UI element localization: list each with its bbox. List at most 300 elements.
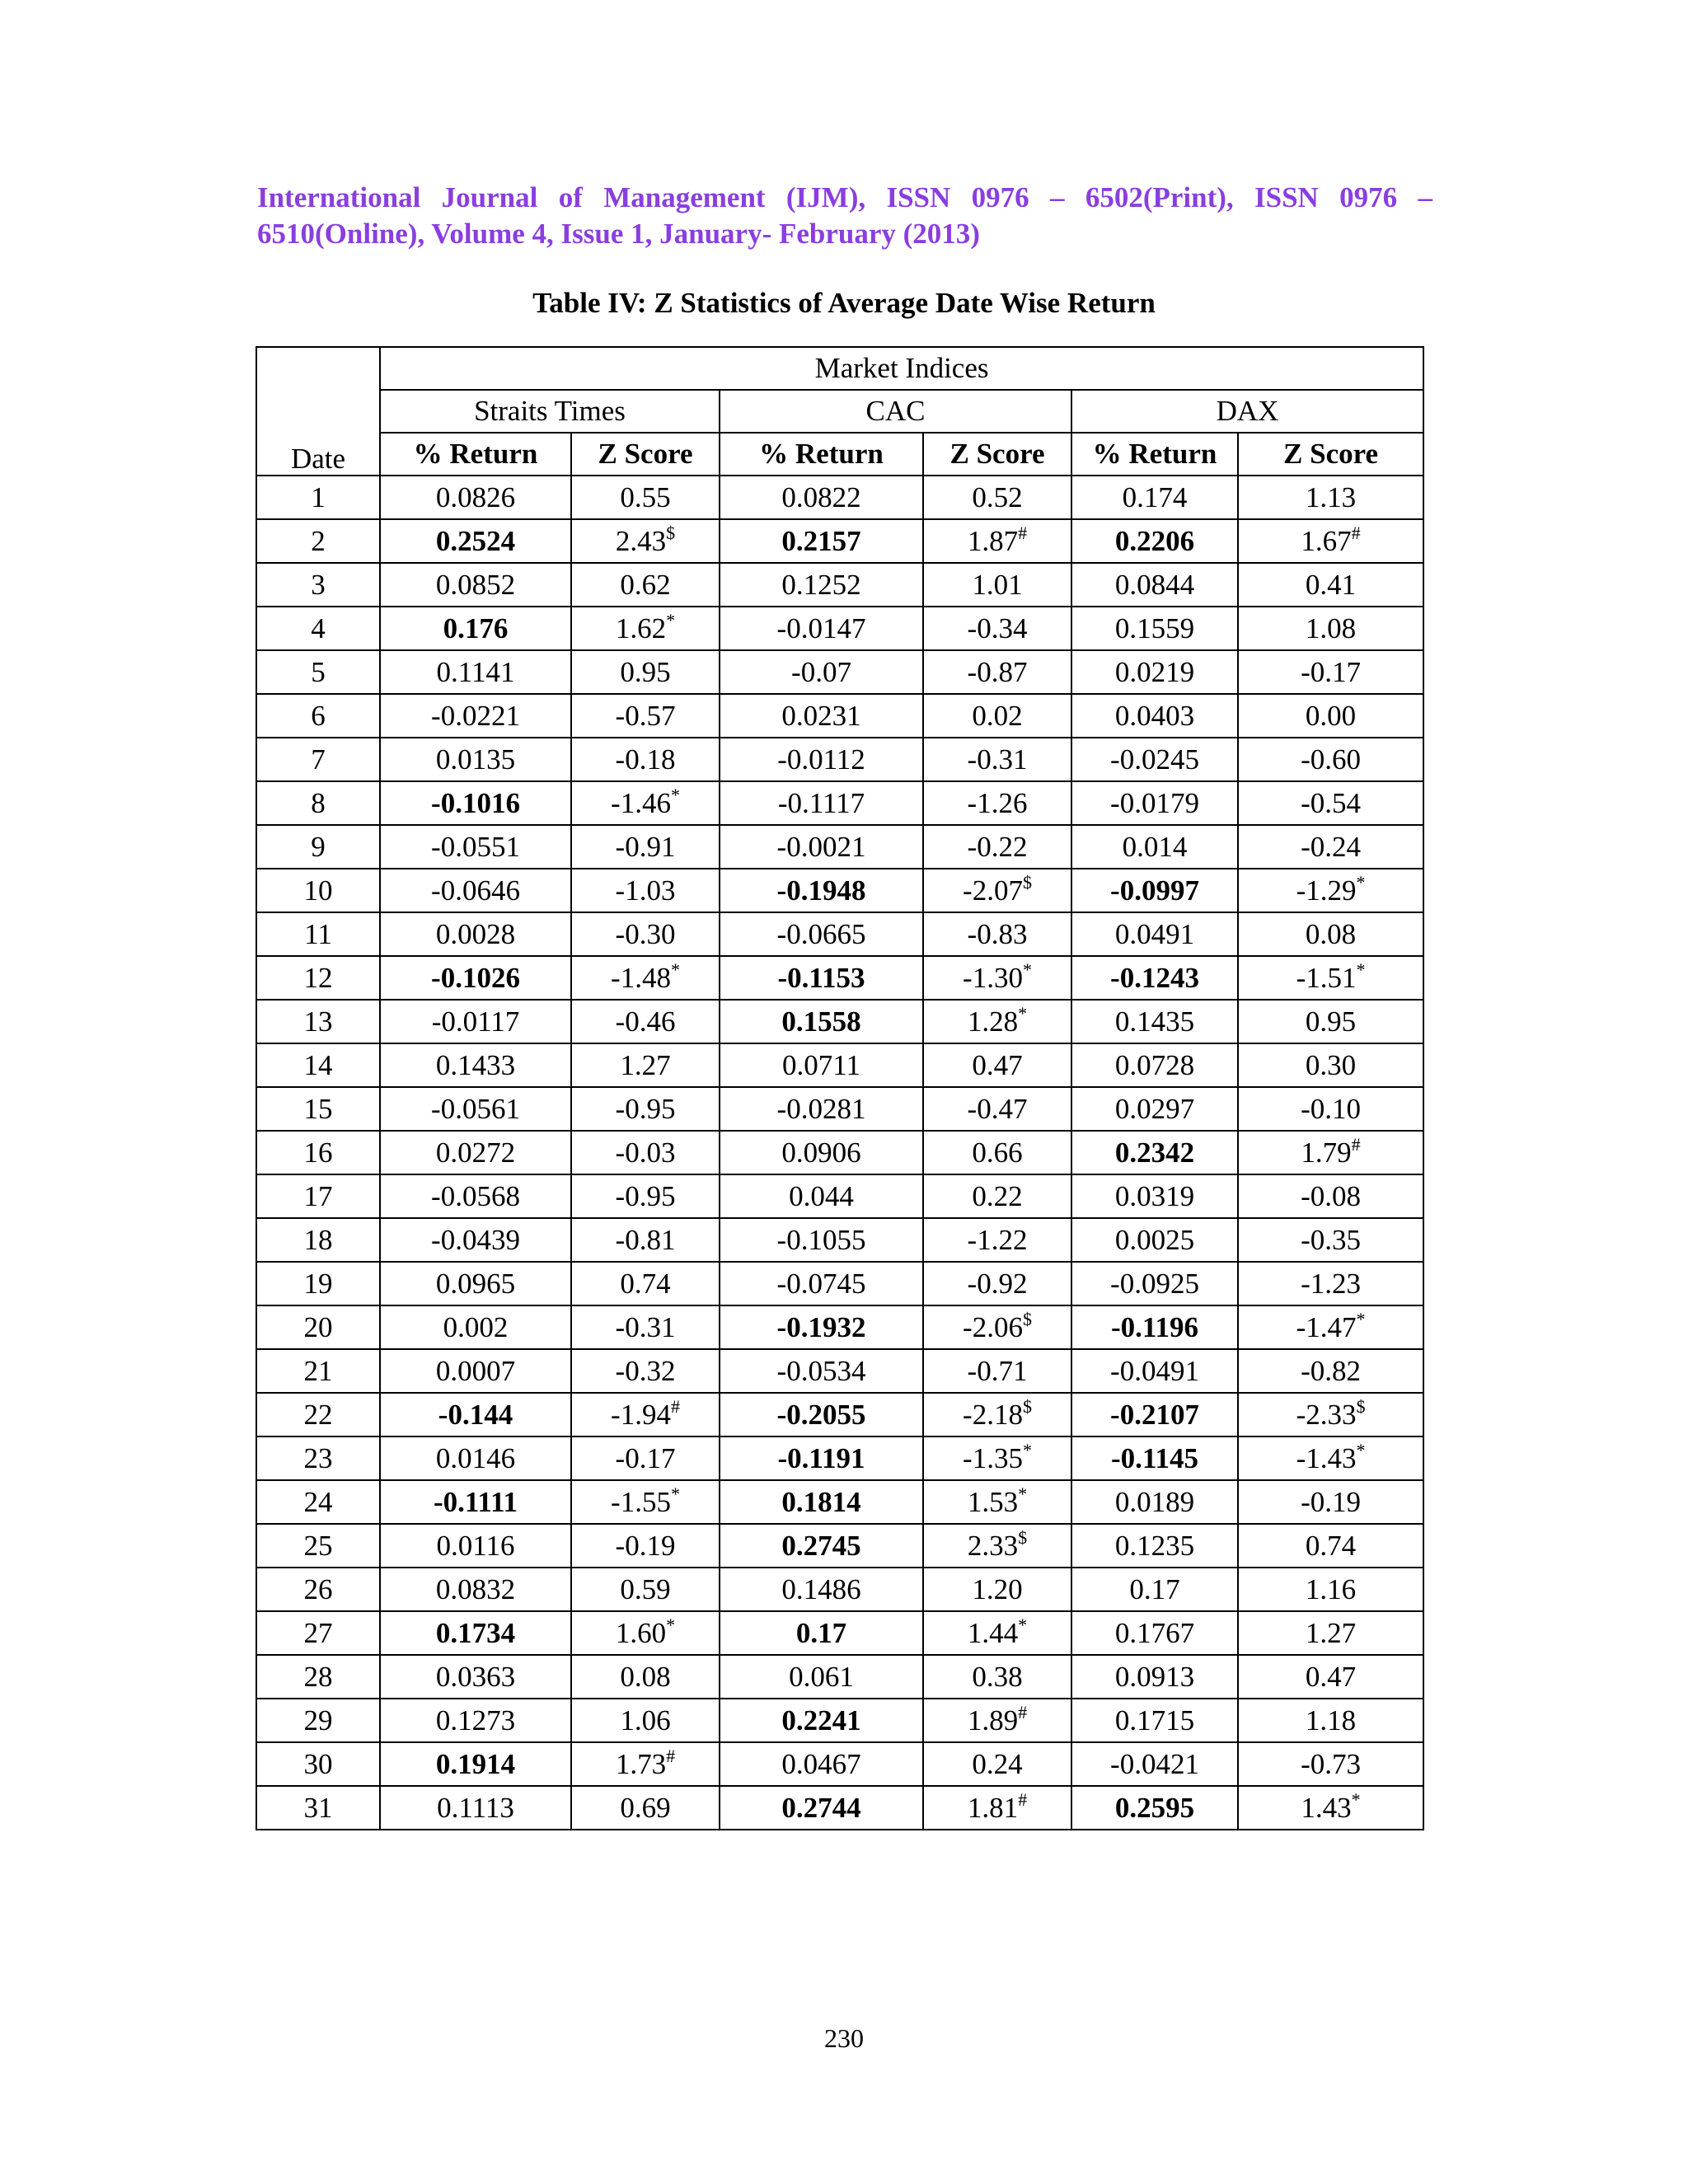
date-cell (256, 1000, 380, 1043)
straits-times-return-cell (380, 694, 571, 738)
straits-times-return-cell-value: -0.0568 (431, 1179, 520, 1212)
date-cell (256, 1611, 380, 1655)
straits-times-return-cell-value: -0.1111 (433, 1485, 518, 1518)
table-row (256, 1262, 1423, 1305)
date-cell-value: 14 (303, 1048, 333, 1081)
z-statistics-table (256, 346, 1424, 1830)
straits-times-return-cell-value: -0.0551 (431, 830, 520, 863)
cac-return-cell-value: 0.1558 (781, 1005, 861, 1038)
dax-z-score-cell-value: -0.19 (1301, 1485, 1361, 1518)
dax-return-cell (1071, 1087, 1238, 1131)
straits-times-return-cell (380, 1568, 571, 1611)
cac-return-cell (720, 1174, 923, 1218)
table-row (256, 781, 1423, 825)
straits-times-return-cell-value: 0.0852 (435, 568, 516, 601)
straits-times-z-score-cell (571, 1218, 720, 1262)
cac-z-score-cell (923, 1305, 1071, 1349)
dax-z-score-cell (1238, 825, 1423, 869)
cac-z-score-cell-value: -2.06 (963, 1310, 1023, 1343)
date-cell-value: 17 (303, 1179, 333, 1212)
cac-z-score-cell-value: -0.87 (967, 655, 1028, 688)
date-cell (256, 1699, 380, 1742)
dax-z-score-cell (1238, 563, 1423, 607)
straits-times-return-cell (380, 1436, 571, 1480)
straits-times-z-score-cell-value: 1.27 (620, 1048, 671, 1081)
straits-times-return-cell (380, 1131, 571, 1174)
journal-header (257, 180, 1432, 252)
date-cell-value: 10 (303, 874, 333, 907)
table-row (256, 1611, 1423, 1655)
cac-z-score-cell-value: 1.44 (967, 1616, 1019, 1649)
cac-z-score-cell (923, 1524, 1071, 1568)
cac-z-score-cell (923, 476, 1071, 519)
dax-z-score-cell-value: 0.47 (1305, 1660, 1357, 1693)
straits-times-z-score-cell-value: -1.03 (615, 874, 676, 907)
straits-times-return-cell-value: -0.0439 (431, 1223, 520, 1256)
straits-times-z-score-cell-value: 1.60 (615, 1616, 667, 1649)
dax-return-cell-value: 0.0728 (1114, 1048, 1195, 1081)
dax-return-cell (1071, 607, 1238, 650)
date-cell (256, 1436, 380, 1480)
cac-z-score-cell-value: 1.28 (967, 1005, 1019, 1038)
cac-return-cell-value: -0.1932 (776, 1310, 866, 1343)
straits-times-z-score-cell (571, 869, 720, 912)
page-number: 230 (824, 2023, 864, 2053)
dax-z-score-cell (1238, 1655, 1423, 1699)
date-cell (256, 1524, 380, 1568)
date-cell-value: 9 (311, 830, 326, 863)
cac-z-score-cell (923, 650, 1071, 694)
table-row (256, 738, 1423, 781)
dax-return-cell (1071, 1524, 1238, 1568)
straits-times-return-cell (380, 1218, 571, 1262)
cac-return-cell-value: -0.0745 (776, 1267, 866, 1300)
dax-z-score-cell (1238, 650, 1423, 694)
cac-return-cell (720, 781, 923, 825)
dax-z-score-cell (1238, 1305, 1423, 1349)
cac-z-score-cell (923, 956, 1071, 1000)
straits-times-z-score-cell (571, 563, 720, 607)
cac-return-cell (720, 1742, 923, 1786)
dax-return-cell (1071, 1611, 1238, 1655)
dax-z-score-cell (1238, 1043, 1423, 1087)
date-cell-value: 15 (303, 1092, 333, 1125)
date-cell (256, 781, 380, 825)
cac-z-score-cell (923, 1087, 1071, 1131)
cac-return-cell-value: 0.0822 (781, 480, 861, 513)
cac-return-cell-value: -0.0534 (776, 1354, 866, 1387)
date-cell (256, 1305, 380, 1349)
date-cell-value: 25 (303, 1529, 333, 1562)
dax-z-score-cell-value: -0.60 (1301, 743, 1361, 776)
straits-times-return-cell-value: 0.2524 (435, 524, 516, 557)
straits-times-return-cell (380, 1655, 571, 1699)
cac-return-cell (720, 1436, 923, 1480)
straits-times-return-cell-value: 0.0146 (435, 1441, 516, 1474)
date-cell (256, 869, 380, 912)
significance-mark: # (670, 1395, 680, 1417)
dax-z-score-cell (1238, 956, 1423, 1000)
straits-times-z-score-cell (571, 956, 720, 1000)
date-cell-value: 5 (311, 655, 326, 688)
dax-return-cell (1071, 563, 1238, 607)
straits-times-z-score-cell (571, 781, 720, 825)
dax-z-score-cell-value: -0.08 (1301, 1179, 1361, 1212)
cac-return-cell-value: 0.1486 (781, 1572, 861, 1605)
significance-mark: * (1018, 1002, 1028, 1024)
table-caption: Table IV: Z Statistics of Average Date Wise Return (532, 287, 1156, 319)
cac-z-score-cell-value: 0.47 (972, 1048, 1023, 1081)
date-cell-value: 26 (303, 1572, 333, 1605)
straits-times-return-cell (380, 956, 571, 1000)
cac-return-cell (720, 563, 923, 607)
dax-return-cell-value: 0.0219 (1114, 655, 1195, 688)
dax-z-score-cell (1238, 1174, 1423, 1218)
straits-times-return-cell (380, 1000, 571, 1043)
date-cell (256, 1786, 380, 1830)
cac-return-cell-value: 0.1814 (781, 1485, 861, 1518)
cac-return-cell (720, 1131, 923, 1174)
dax-return-cell-value: -0.1196 (1111, 1310, 1198, 1343)
date-cell-value: 24 (303, 1485, 333, 1518)
cac-return-cell-value: 0.2241 (781, 1704, 861, 1736)
cac-return-cell (720, 1262, 923, 1305)
cac-return-cell-value: -0.2055 (776, 1398, 866, 1431)
cac-return-cell-value: -0.0665 (776, 917, 866, 950)
cac-z-score-cell (923, 781, 1071, 825)
date-cell-value: 12 (303, 961, 333, 994)
dax-z-score-cell-value: -0.82 (1301, 1354, 1361, 1387)
market-header-dax: DAX (1071, 390, 1423, 433)
straits-times-z-score-cell (571, 1000, 720, 1043)
straits-times-z-score-cell-value: 1.73 (615, 1747, 667, 1780)
cac-z-score-cell (923, 1742, 1071, 1786)
straits-times-return-cell-value: 0.1734 (435, 1616, 516, 1649)
dax-return-cell (1071, 1655, 1238, 1699)
cac-z-score-cell-value: -2.18 (963, 1398, 1023, 1431)
straits-times-z-score-cell (571, 1699, 720, 1742)
cac-return-cell (720, 1786, 923, 1830)
cac-z-score-cell (923, 912, 1071, 956)
straits-times-return-cell-value: 0.1141 (436, 655, 515, 688)
significance-mark: * (666, 1614, 676, 1635)
straits-times-z-score-cell-value: -0.95 (615, 1092, 676, 1125)
straits-times-z-score-cell (571, 519, 720, 563)
table-row (256, 1393, 1423, 1436)
cac-return-cell-value: 0.2744 (781, 1791, 861, 1824)
dax-return-cell-value: 0.014 (1122, 830, 1188, 863)
dax-return-cell (1071, 694, 1238, 738)
straits-times-z-score-cell-value: -0.46 (615, 1005, 676, 1038)
straits-times-return-cell-value: 0.0832 (435, 1572, 516, 1605)
dax-return-cell (1071, 825, 1238, 869)
cac-z-score-cell-value: 1.53 (967, 1485, 1019, 1518)
cac-return-cell-value: 0.17 (795, 1616, 847, 1649)
cac-return-cell (720, 1043, 923, 1087)
table-row (256, 1742, 1423, 1786)
straits-times-return-cell-value: 0.0116 (436, 1529, 515, 1562)
cac-return-cell-value: -0.0281 (776, 1092, 866, 1125)
straits-times-return-cell (380, 607, 571, 650)
dax-return-cell-value: 0.1559 (1114, 612, 1195, 644)
cac-z-score-cell (923, 694, 1071, 738)
z-score-header-dax: Z Score (1238, 433, 1423, 476)
straits-times-return-cell-value: 0.1914 (435, 1747, 516, 1780)
straits-times-return-cell-value: 0.0363 (435, 1660, 516, 1693)
market-header-cac: CAC (720, 390, 1071, 433)
dax-return-cell (1071, 1174, 1238, 1218)
date-cell-value: 30 (303, 1747, 333, 1780)
cac-return-cell (720, 1568, 923, 1611)
straits-times-return-cell-value: -0.0646 (431, 874, 520, 907)
straits-times-z-score-cell (571, 1436, 720, 1480)
straits-times-z-score-cell-value: -0.32 (615, 1354, 676, 1387)
dax-return-cell-value: 0.1235 (1114, 1529, 1195, 1562)
significance-mark: * (1018, 1614, 1028, 1635)
cac-z-score-cell (923, 1480, 1071, 1524)
dax-return-cell-value: 0.1767 (1114, 1616, 1195, 1649)
cac-z-score-cell-value: -0.92 (967, 1267, 1028, 1300)
straits-times-return-cell (380, 519, 571, 563)
dax-z-score-cell (1238, 1262, 1423, 1305)
dax-return-cell-value: 0.0844 (1114, 568, 1195, 601)
cac-z-score-cell (923, 1568, 1071, 1611)
dax-z-score-cell (1238, 1131, 1423, 1174)
dax-z-score-cell (1238, 476, 1423, 519)
straits-times-return-cell-value: 0.0826 (435, 480, 516, 513)
dax-z-score-cell-value: 1.16 (1305, 1572, 1357, 1605)
date-cell-value: 18 (303, 1223, 333, 1256)
cac-z-score-cell-value: -0.22 (967, 830, 1028, 863)
straits-times-return-cell (380, 1087, 571, 1131)
straits-times-return-cell (380, 650, 571, 694)
cac-z-score-cell (923, 1436, 1071, 1480)
cac-return-cell (720, 869, 923, 912)
cac-z-score-cell (923, 1699, 1071, 1742)
straits-times-return-cell-value: 0.0028 (435, 917, 516, 950)
dax-z-score-cell-value: 1.67 (1301, 524, 1352, 557)
straits-times-return-cell (380, 1524, 571, 1568)
table-row (256, 1568, 1423, 1611)
straits-times-z-score-cell (571, 1611, 720, 1655)
date-cell (256, 694, 380, 738)
cac-return-cell (720, 825, 923, 869)
straits-times-z-score-cell (571, 1393, 720, 1436)
cac-z-score-cell-value: 0.38 (972, 1660, 1023, 1693)
straits-times-return-cell (380, 825, 571, 869)
cac-z-score-cell-value: -0.31 (967, 743, 1028, 776)
significance-mark: * (1018, 1483, 1028, 1504)
dax-return-cell-value: -0.2107 (1110, 1398, 1199, 1431)
significance-mark: # (1351, 522, 1361, 543)
date-cell (256, 1043, 380, 1087)
table-row (256, 1655, 1423, 1699)
straits-times-return-cell-value: 0.0135 (435, 743, 516, 776)
cac-z-score-cell-value: -1.35 (963, 1441, 1023, 1474)
straits-times-z-score-cell (571, 1742, 720, 1786)
cac-return-cell (720, 1480, 923, 1524)
dax-return-cell (1071, 1699, 1238, 1742)
straits-times-return-cell-value: 0.1433 (435, 1048, 516, 1081)
table-row (256, 519, 1423, 563)
straits-times-z-score-cell-value: 1.06 (620, 1704, 671, 1736)
date-cell-value: 27 (303, 1616, 333, 1649)
date-cell (256, 1262, 380, 1305)
dax-return-cell (1071, 1349, 1238, 1393)
cac-z-score-cell-value: 0.52 (972, 480, 1023, 513)
straits-times-z-score-cell-value: 0.08 (620, 1660, 671, 1693)
straits-times-z-score-cell-value: -0.19 (615, 1529, 676, 1562)
straits-times-z-score-cell (571, 1568, 720, 1611)
table-row (256, 1043, 1423, 1087)
straits-times-return-cell-value: -0.1016 (431, 786, 520, 819)
dax-z-score-cell-value: -1.47 (1296, 1310, 1357, 1343)
table-row (256, 1480, 1423, 1524)
date-cell (256, 1480, 380, 1524)
dax-return-cell (1071, 869, 1238, 912)
date-cell-value: 28 (303, 1660, 333, 1693)
dax-return-cell (1071, 476, 1238, 519)
straits-times-z-score-cell-value: -0.30 (615, 917, 676, 950)
dax-z-score-cell-value: -0.73 (1301, 1747, 1361, 1780)
z-score-header-straits-times: Z Score (571, 433, 720, 476)
straits-times-z-score-cell-value: 0.55 (620, 480, 671, 513)
cac-return-cell (720, 1524, 923, 1568)
table-row (256, 1699, 1423, 1742)
significance-mark: * (1356, 1308, 1366, 1329)
dax-z-score-cell (1238, 1480, 1423, 1524)
cac-return-cell (720, 1305, 923, 1349)
straits-times-return-cell-value: 0.002 (443, 1310, 509, 1343)
date-cell (256, 1568, 380, 1611)
cac-z-score-cell (923, 1786, 1071, 1830)
date-cell (256, 956, 380, 1000)
straits-times-return-cell (380, 1393, 571, 1436)
significance-mark: * (1022, 1439, 1032, 1460)
dax-z-score-cell-value: 1.79 (1301, 1136, 1352, 1169)
dax-return-cell (1071, 1131, 1238, 1174)
significance-mark: * (666, 609, 676, 630)
dax-return-cell (1071, 1568, 1238, 1611)
significance-mark: $ (1018, 1526, 1028, 1548)
cac-z-score-cell (923, 1131, 1071, 1174)
significance-mark: $ (1022, 1395, 1032, 1417)
dax-return-cell (1071, 781, 1238, 825)
straits-times-return-cell (380, 563, 571, 607)
date-cell-value: 8 (311, 786, 326, 819)
cac-return-cell-value: 0.0231 (781, 699, 861, 732)
cac-return-cell-value: 0.0467 (781, 1747, 861, 1780)
dax-z-score-cell-value: -0.17 (1301, 655, 1361, 688)
dax-return-cell (1071, 1393, 1238, 1436)
dax-z-score-cell-value: -1.29 (1296, 874, 1357, 907)
dax-z-score-cell-value: -1.51 (1296, 961, 1357, 994)
straits-times-return-cell-value: 0.0965 (435, 1267, 516, 1300)
dax-z-score-cell-value: 0.41 (1305, 568, 1357, 601)
date-cell-value: 3 (311, 568, 326, 601)
date-cell (256, 1131, 380, 1174)
cac-z-score-cell (923, 563, 1071, 607)
cac-return-cell (720, 1218, 923, 1262)
cac-return-cell-value: -0.1055 (776, 1223, 866, 1256)
dax-return-cell (1071, 519, 1238, 563)
significance-mark: * (1356, 871, 1366, 893)
dax-z-score-cell (1238, 869, 1423, 912)
date-cell-value: 31 (303, 1791, 333, 1824)
significance-mark: * (1356, 958, 1366, 980)
straits-times-return-cell (380, 1349, 571, 1393)
cac-z-score-cell-value: 1.81 (967, 1791, 1019, 1824)
cac-z-score-cell-value: 0.02 (972, 699, 1023, 732)
cac-return-cell-value: -0.1117 (777, 786, 865, 819)
cac-z-score-cell-value: -0.71 (967, 1354, 1028, 1387)
return-header-dax: % Return (1071, 433, 1238, 476)
cac-return-cell-value: 0.0906 (781, 1136, 861, 1169)
date-cell (256, 1087, 380, 1131)
cac-return-cell-value: -0.0112 (777, 743, 865, 776)
cac-z-score-cell (923, 1611, 1071, 1655)
straits-times-z-score-cell-value: 0.74 (620, 1267, 671, 1300)
dax-return-cell-value: 0.0491 (1114, 917, 1195, 950)
dax-return-cell (1071, 1218, 1238, 1262)
dax-z-score-cell (1238, 1218, 1423, 1262)
dax-return-cell (1071, 912, 1238, 956)
table-row (256, 1087, 1423, 1131)
cac-z-score-cell-value: -0.34 (967, 612, 1028, 644)
cac-return-cell (720, 1349, 923, 1393)
cac-return-cell (720, 650, 923, 694)
date-cell (256, 1349, 380, 1393)
straits-times-z-score-cell-value: -0.03 (615, 1136, 676, 1169)
dax-return-cell (1071, 1043, 1238, 1087)
cac-z-score-cell-value: 0.66 (972, 1136, 1023, 1169)
cac-return-cell-value: 0.1252 (781, 568, 861, 601)
straits-times-z-score-cell (571, 1524, 720, 1568)
table-row (256, 1524, 1423, 1568)
straits-times-z-score-cell-value: -0.31 (615, 1310, 676, 1343)
straits-times-z-score-cell (571, 1655, 720, 1699)
cac-return-cell (720, 1393, 923, 1436)
date-cell (256, 607, 380, 650)
significance-mark: * (1356, 1439, 1366, 1460)
date-cell (256, 738, 380, 781)
significance-mark: $ (1022, 871, 1032, 893)
table-row (256, 1174, 1423, 1218)
dax-z-score-cell (1238, 519, 1423, 563)
straits-times-z-score-cell-value: 0.59 (620, 1572, 671, 1605)
straits-times-return-cell (380, 1174, 571, 1218)
dax-z-score-cell (1238, 781, 1423, 825)
straits-times-return-cell (380, 738, 571, 781)
straits-times-z-score-cell (571, 825, 720, 869)
dax-z-score-cell-value: 0.30 (1305, 1048, 1357, 1081)
cac-z-score-cell-value: -1.30 (963, 961, 1023, 994)
significance-mark: * (670, 958, 680, 980)
straits-times-z-score-cell (571, 694, 720, 738)
straits-times-z-score-cell (571, 476, 720, 519)
significance-mark: # (1018, 1701, 1028, 1722)
cac-return-cell-value: -0.0021 (776, 830, 866, 863)
journal-header-line-2: 6510(Online), Volume 4, Issue 1, January- February (2013) (257, 218, 980, 250)
z-score-header-cac: Z Score (923, 433, 1071, 476)
date-cell (256, 1742, 380, 1786)
straits-times-return-cell-value: 0.0007 (435, 1354, 516, 1387)
dax-z-score-cell-value: 1.13 (1305, 480, 1357, 513)
dax-return-cell-value: 0.0189 (1114, 1485, 1195, 1518)
dax-z-score-cell-value: 0.74 (1305, 1529, 1357, 1562)
straits-times-return-cell (380, 476, 571, 519)
dax-z-score-cell-value: -2.33 (1296, 1398, 1357, 1431)
